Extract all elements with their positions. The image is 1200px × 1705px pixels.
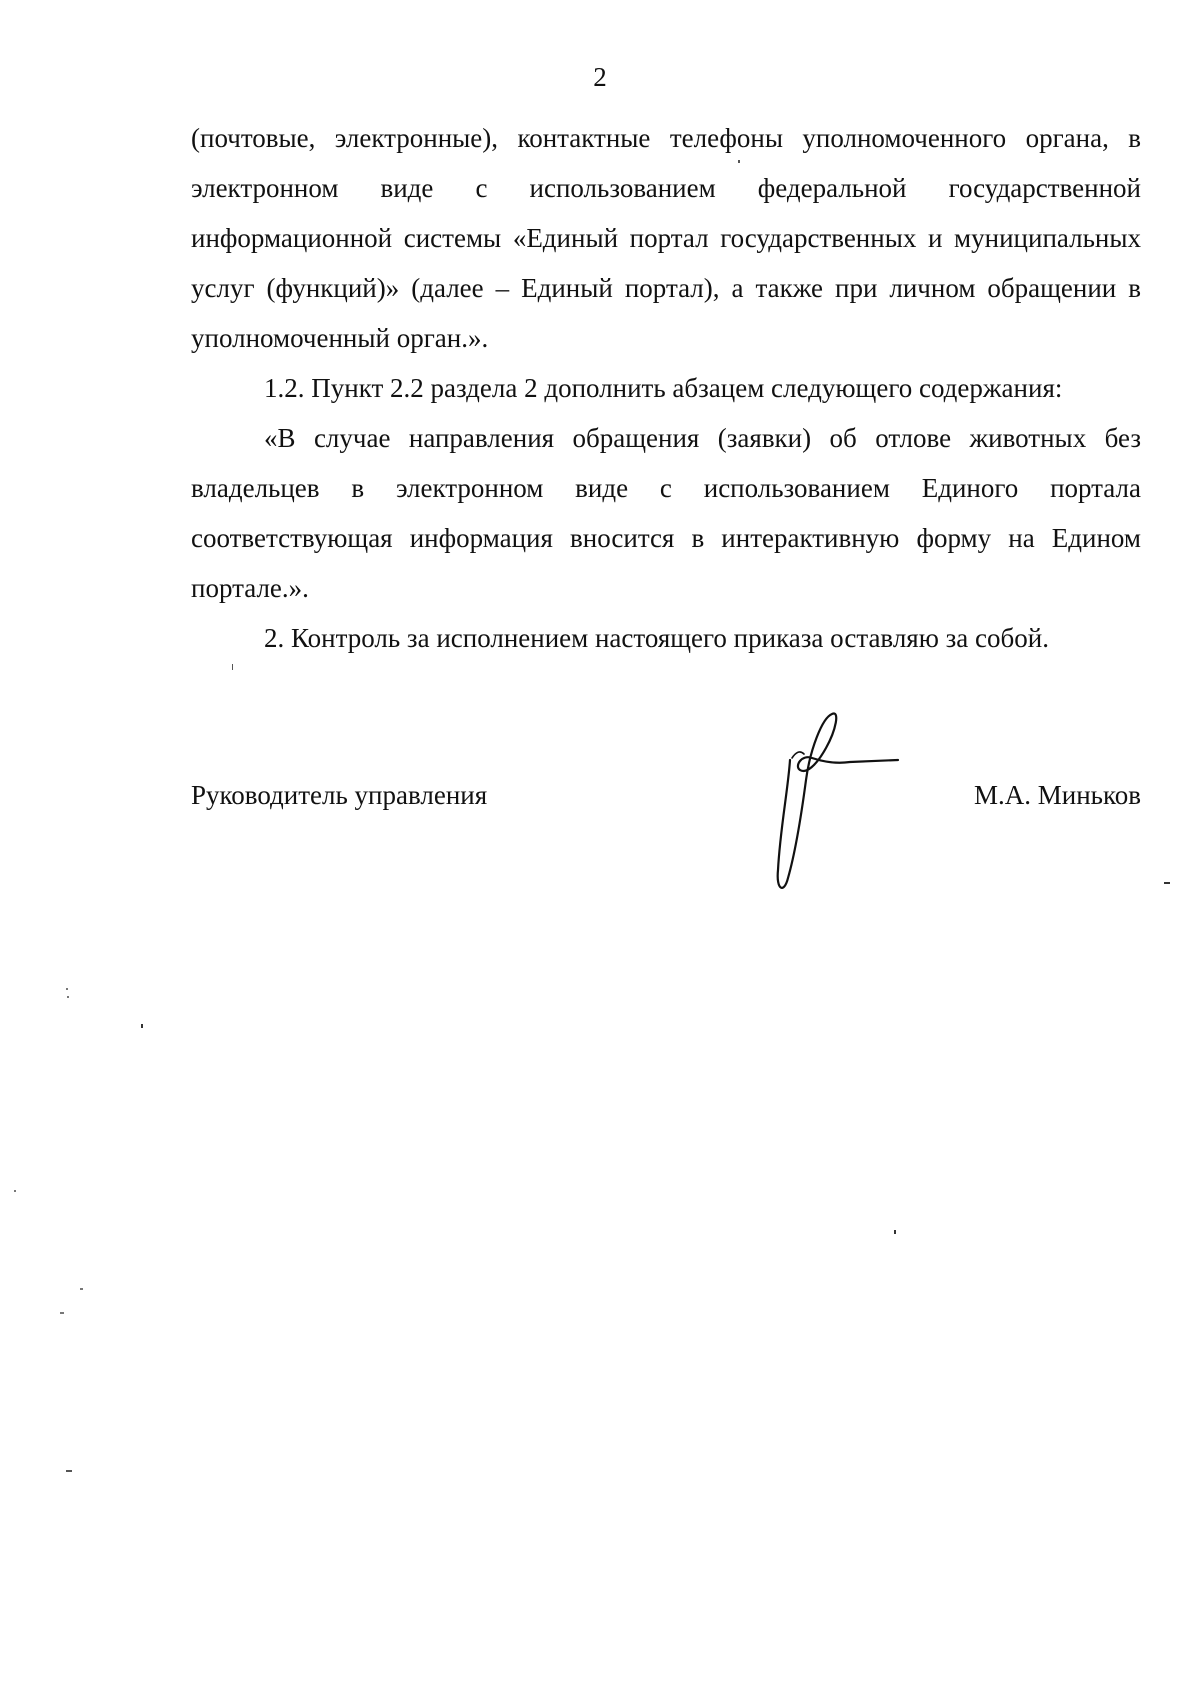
speck	[66, 988, 68, 990]
paragraph-quoted-addition: «В случае направления обращения (заявки) об отлове животных без владельцев в электронном виде с использованием Единого портала соответствующая информация вносится в интерактивную форму на Едином портале.».	[191, 423, 1141, 603]
speck	[232, 664, 233, 670]
paragraph-control-clause: 2. Контроль за исполнением настоящего приказа оставляю за собой.	[264, 623, 1049, 653]
speck	[67, 996, 69, 998]
speck	[60, 1312, 64, 1314]
signer-name: М.А. Миньков	[974, 780, 1141, 810]
speck	[1164, 882, 1170, 884]
signature-stroke-secondary	[792, 752, 804, 758]
document-body	[191, 113, 1141, 663]
speck	[141, 1024, 143, 1028]
handwritten-signature	[770, 710, 910, 900]
signature-block	[191, 775, 1141, 815]
speck	[66, 1470, 72, 1472]
signer-position: Руководитель управления	[191, 780, 488, 810]
speck	[80, 1288, 83, 1290]
speck	[894, 1230, 896, 1234]
speck	[14, 1190, 16, 1192]
page-number: 2	[593, 62, 607, 92]
signature-stroke	[778, 713, 898, 887]
paragraph-continuation: (почтовые, электронные), контактные телефоны уполномоченного органа, в электронном виде с использованием федеральной государственной информационной системы «Единый портал государственных и муниципальных услуг (функций)» (далее – Единый портал), а также при личном обращении в уполномоченный орган.».	[191, 123, 1141, 353]
paragraph-amendment-1-2: 1.2. Пункт 2.2 раздела 2 дополнить абзацем следующего содержания:	[264, 373, 1063, 403]
